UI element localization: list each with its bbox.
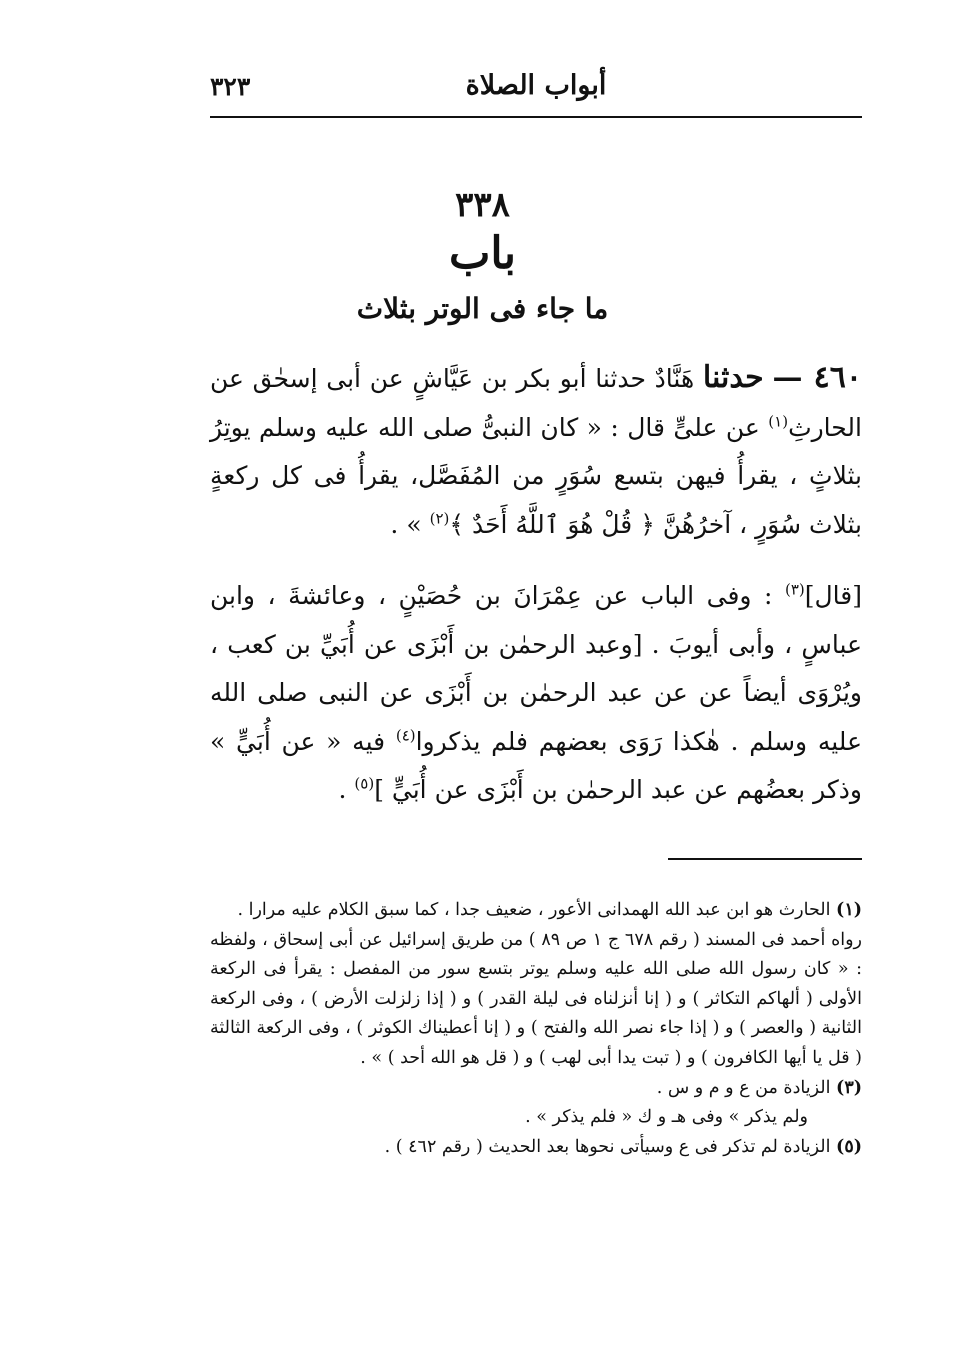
hadith-paragraph (210, 354, 862, 549)
commentary-text-1: [قال] (804, 581, 862, 610)
commentary-text-4: . (338, 775, 347, 804)
footnote-ref-1: (١) (768, 412, 789, 431)
hadith-text-3: » . (390, 509, 422, 539)
footnote-3-text: الزيادة من ع و م و س . (656, 1077, 831, 1098)
running-header (210, 70, 862, 110)
footnote-1-text: الحارث هو ابن عبد الله الهمدانى الأعور ، ضعيف جدا ، كما سبق الكلام عليه مرارا . (237, 900, 831, 920)
footnote-ref-4: (٤) (395, 726, 416, 745)
header-rule (210, 116, 862, 118)
footnote-ref-2: (٢) (429, 509, 450, 528)
hadith-text-1: هَنَّادٌ حدثنا أبو بكر بن عَيَّاشٍ عن أبى إسحٰق عن الحارثِ (210, 364, 862, 442)
commentary-paragraph (210, 572, 862, 815)
chapter-number: ٣٣٨ (455, 185, 510, 225)
footnote-4-text: ولم يذكر » وفى هـ و ك « فلم يذكر » . (525, 1107, 808, 1128)
footnote-4 (210, 1103, 862, 1133)
bab-heading: باب (448, 228, 517, 279)
footnote-ref-5: (٥) (354, 774, 375, 793)
chapter-title: ما جاء فى الوتر بثلاث (356, 292, 609, 325)
commentary-text-2: : وفى الباب عن عِمْرَانَ بن حُصَيْنٍ ، وعائشةَ ، وابن عباسٍ ، وأبى أيوبَ . [وعبد الرحمٰن بن أَبْزَى عن أُبَيِّ بن كعب ، ويُرْوَى أيضاً عن عن عبد الرحمٰن بن أَبْزَى عن النبى صلى الله عليه وسلم . هٰكذا رَوَى بعضهم فلم يذكروا (210, 581, 863, 756)
haddathana-word: حدثنا (702, 360, 764, 395)
footnote-3 (210, 1074, 862, 1104)
footnote-5-number: (٥) (836, 1136, 862, 1157)
footnotes-rule (668, 858, 862, 860)
running-title: أبواب الصلاة (465, 70, 607, 101)
hadith-number: ٤٦٠ — (772, 360, 862, 395)
footnote-2 (210, 926, 862, 1074)
page-number: ٣٢٣ (210, 72, 251, 101)
footnote-1 (210, 896, 862, 926)
footnote-5 (210, 1133, 862, 1163)
footnote-1-number: (١) (836, 900, 862, 920)
footnote-ref-3: (٣) (784, 580, 805, 599)
footnote-5-text: الزيادة لم تذكر فى ع وسيأتى نحوها بعد الحديث ( رقم ٤٦٢ ) . (384, 1136, 831, 1157)
hadith-text-2: عن علىٍّ قال : « كان النبىُّ صلى الله عليه وسلم يوتِرُ بثلاثٍ ، يقرأُ فيهن بتسع سُوَرٍ من المُفَصَّل، يقرأُ فى كل ركعةٍ بثلاث سُوَرٍ ، آخرُهُنَّ ﴿ قُلْ هُوَ ٱللَّهُ أَحَدٌ ﴾ (210, 412, 862, 539)
footnote-2-text: رواه أحمد فى المسند ( رقم ٦٧٨ ج ١ ص ٨٩ ) من طريق إسرائيل عن أبى إسحاق ، ولفظه : « كان رسول الله صلى الله عليه وسلم يوتر بتسع سور من المفصل : يقرأ فى الركعة الأولى ( ألهاكم التكاثر ) و ( إنا أنزلناه فى ليلة القدر ) و ( إذا زلزلت الأرض ) ، وفى الركعة الثانية ( والعصر ) و ( إذا جاء نصر الله والفتح ) و ( إنا أعطيناك الكوثر ) ، وفى الركعة الثالثة ( قل يا أيها الكافرون ) و ( تبت يدا أبى لهب ) و ( قل هو الله أحد ) » . (210, 929, 862, 1068)
footnote-3-number: (٣) (836, 1077, 862, 1098)
commentary-text-3: فيه « عن أُبَيٍّ » وذكر بعضُهم عن عبد الرحمٰن بن أَبْزَى عن أُبَيٍّ ] (210, 726, 862, 804)
footnotes (210, 896, 862, 1162)
